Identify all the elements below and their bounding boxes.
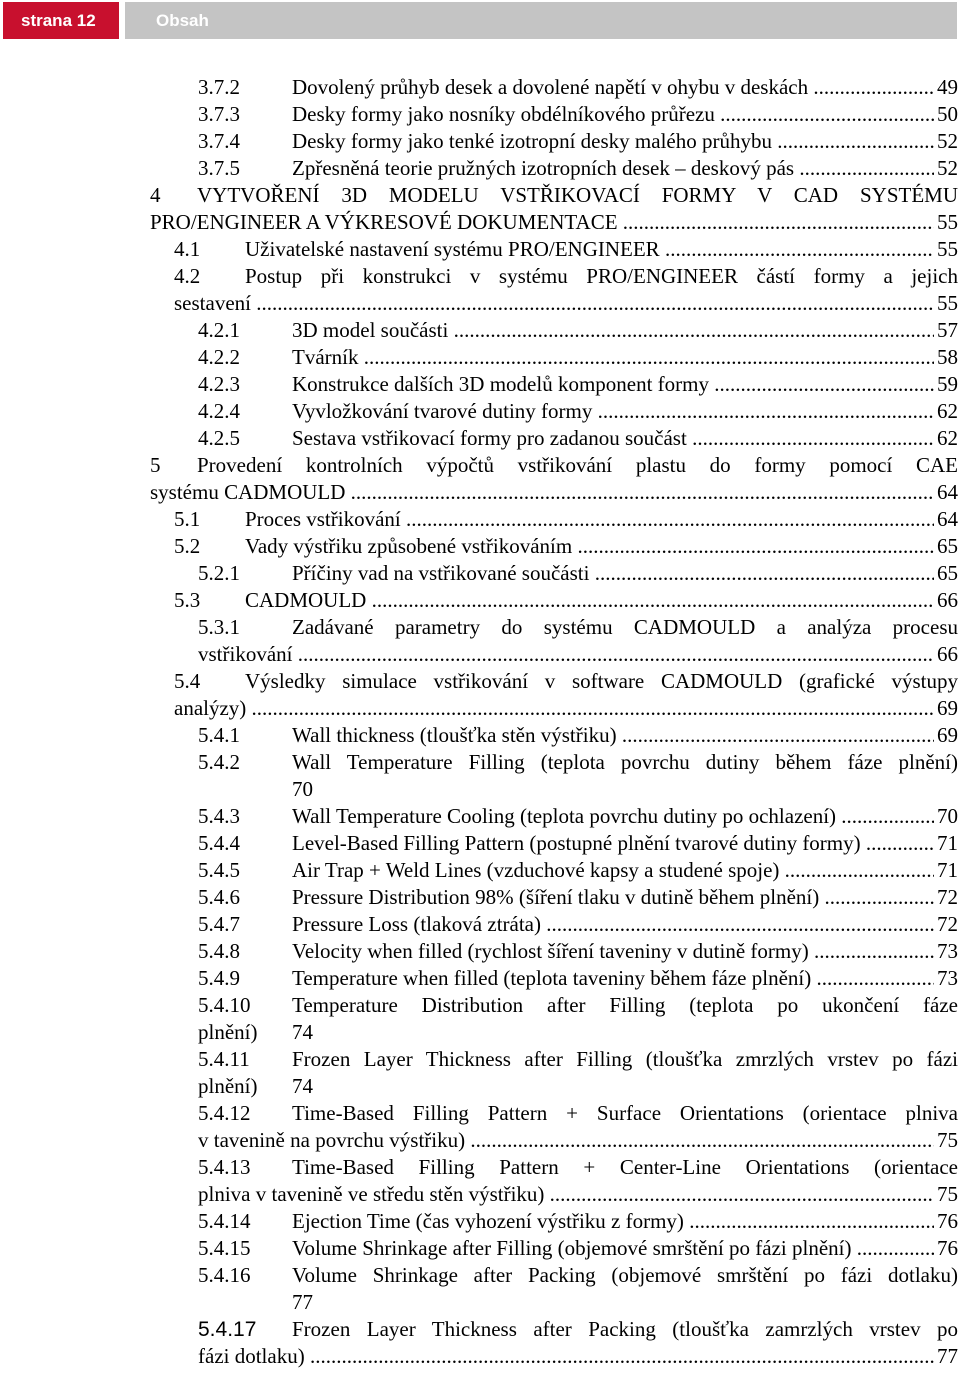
toc-entry-number: 5.4.14 bbox=[198, 1209, 251, 1233]
toc-entry-title: Wall Temperature Cooling (teplota povrchu dutiny po ochlazení) ..... bbox=[292, 803, 934, 830]
toc-entry[interactable] bbox=[198, 830, 958, 857]
toc-entry-title: Frozen Layer Thickness after Filling (tloušťka zmrzlých vrstev po fázi bbox=[292, 1047, 958, 1071]
toc-entry[interactable] bbox=[198, 857, 958, 884]
toc-entry-page: 72 bbox=[937, 885, 958, 909]
toc-entry-number: 5.3 bbox=[174, 588, 201, 612]
toc-entry-number: 5.4.5 bbox=[198, 858, 240, 882]
toc-entry-number: 5.4.9 bbox=[198, 966, 240, 990]
toc-entry-page: 74 bbox=[292, 1074, 313, 1098]
toc-entry-continuation[interactable] bbox=[174, 695, 958, 722]
toc-entry-number: 5.4 bbox=[174, 669, 201, 693]
toc-entry-title: Level-Based Filling Pattern (postupné plnění tvarové dutiny formy) ..... bbox=[292, 830, 934, 857]
toc-entry-number: 5.4.3 bbox=[198, 804, 240, 828]
toc-entry[interactable] bbox=[198, 803, 958, 830]
toc-entry-page: 66 bbox=[937, 642, 958, 666]
toc-entry-page: 65 bbox=[937, 561, 958, 585]
toc-entry-continuation[interactable] bbox=[198, 1019, 958, 1046]
toc-entry[interactable] bbox=[174, 506, 958, 533]
toc-entry[interactable] bbox=[198, 371, 958, 398]
toc-entry[interactable] bbox=[174, 263, 958, 290]
toc-entry[interactable] bbox=[198, 398, 958, 425]
toc-entry-title: CADMOULD ..... bbox=[245, 587, 934, 614]
toc-entry-number: 4 bbox=[150, 183, 161, 207]
toc-entry-title: fázi dotlaku) ..... bbox=[198, 1343, 934, 1370]
toc-entry-number: 5.4.12 bbox=[198, 1101, 251, 1125]
toc-entry-title: Time-Based Filling Pattern + Center-Line Orientations (orientace bbox=[292, 1155, 958, 1179]
toc-entry-page: 65 bbox=[937, 534, 958, 558]
toc-entry-number: 5.4.15 bbox=[198, 1236, 251, 1260]
toc-entry[interactable] bbox=[198, 965, 958, 992]
toc-entry[interactable] bbox=[198, 884, 958, 911]
toc-entry-number: 3.7.2 bbox=[198, 75, 240, 99]
toc-entry-title: Vyvložkování tvarové dutiny formy ..... bbox=[292, 398, 934, 425]
toc-entry-page: 49 bbox=[937, 75, 958, 99]
toc-entry-number: 5.2.1 bbox=[198, 561, 240, 585]
toc-entry-number: 5.4.7 bbox=[198, 912, 240, 936]
toc-entry-continuation[interactable] bbox=[198, 1181, 958, 1208]
toc-entry-title: Dovolený průhyb desek a dovolené napětí v ohybu v deskách ..... bbox=[292, 74, 934, 101]
toc-entry[interactable] bbox=[198, 1235, 958, 1262]
toc-entry[interactable] bbox=[198, 1316, 958, 1343]
toc-entry[interactable] bbox=[198, 614, 958, 641]
toc-entry-page: 71 bbox=[937, 831, 958, 855]
toc-entry-title: plniva v tavenině ve středu stěn výstřiku) ..... bbox=[198, 1181, 934, 1208]
toc-entry-page: 57 bbox=[937, 318, 958, 342]
toc-entry-chapter[interactable] bbox=[150, 452, 958, 479]
toc-entry[interactable] bbox=[198, 749, 958, 776]
toc-entry-title: Vady výstřiku způsobené vstřikováním ..... bbox=[245, 533, 934, 560]
toc-entry[interactable] bbox=[198, 911, 958, 938]
section-title-tab: Obsah bbox=[125, 2, 957, 39]
toc-entry[interactable] bbox=[198, 1154, 958, 1181]
toc-entry-title: Desky formy jako nosníky obdélníkového průřezu ..... bbox=[292, 101, 934, 128]
toc-entry-title: plnění) bbox=[198, 1074, 258, 1098]
toc-entry[interactable] bbox=[198, 1046, 958, 1073]
toc-entry[interactable] bbox=[174, 236, 958, 263]
toc-entry-page: 59 bbox=[937, 372, 958, 396]
toc-entry-page: 55 bbox=[937, 210, 958, 234]
toc-entry-number: 5.4.4 bbox=[198, 831, 240, 855]
toc-entry-title: Zpřesněná teorie pružných izotropních desek – deskový pás ..... bbox=[292, 155, 934, 182]
toc-entry-page: 77 bbox=[937, 1344, 958, 1368]
toc-entry-title: Proces vstřikování ..... bbox=[245, 506, 934, 533]
toc-entry-page: 76 bbox=[937, 1209, 958, 1233]
toc-entry-title: Pressure Loss (tlaková ztráta) ..... bbox=[292, 911, 934, 938]
toc-entry[interactable] bbox=[198, 938, 958, 965]
toc-entry-number: 5 bbox=[150, 453, 161, 477]
toc-entry-number: 5.4.6 bbox=[198, 885, 240, 909]
toc-entry-continuation[interactable] bbox=[174, 290, 958, 317]
toc-entry-title: Konstrukce dalších 3D modelů komponent formy ..... bbox=[292, 371, 934, 398]
toc-entry-title: Postup při konstrukci v systému PRO/ENGINEER částí formy a jejich bbox=[245, 264, 958, 288]
toc-entry-number: 5.4.16 bbox=[198, 1263, 251, 1287]
toc-entry-title: Uživatelské nastavení systému PRO/ENGINEER ..... bbox=[245, 236, 934, 263]
toc-entry-page: 76 bbox=[937, 1236, 958, 1260]
toc-entry-number: 4.2.2 bbox=[198, 345, 240, 369]
toc-entry-number: 5.1 bbox=[174, 507, 201, 531]
toc-entry-number: 3.7.4 bbox=[198, 129, 240, 153]
toc-entry-page: 70 bbox=[937, 804, 958, 828]
toc-entry-page: 50 bbox=[937, 102, 958, 126]
toc-entry[interactable] bbox=[174, 533, 958, 560]
toc-entry[interactable] bbox=[198, 74, 958, 101]
toc-entry-title: Ejection Time (čas vyhození výstřiku z formy) ..... bbox=[292, 1208, 934, 1235]
toc-entry[interactable] bbox=[198, 128, 958, 155]
toc-entry-continuation[interactable] bbox=[150, 479, 958, 506]
toc-entry-title: Temperature Distribution after Filling (teplota po ukončení fáze bbox=[292, 993, 958, 1017]
toc-entry-number: 5.4.2 bbox=[198, 750, 240, 774]
toc-entry-page: 77 bbox=[292, 1290, 313, 1314]
toc-entry-number: 5.4.17 bbox=[198, 1318, 257, 1341]
toc-entry-number: 5.4.13 bbox=[198, 1155, 251, 1179]
toc-entry-page: 62 bbox=[937, 399, 958, 423]
toc-entry[interactable] bbox=[198, 344, 958, 371]
toc-entry-page: 58 bbox=[937, 345, 958, 369]
toc-entry-page: 75 bbox=[937, 1182, 958, 1206]
toc-entry-page: 52 bbox=[937, 156, 958, 180]
toc-entry-page: 62 bbox=[937, 426, 958, 450]
toc-entry-page: 55 bbox=[937, 237, 958, 261]
toc-entry-page: 69 bbox=[937, 723, 958, 747]
toc-entry[interactable] bbox=[174, 587, 958, 614]
toc-entry-page: 70 bbox=[292, 777, 313, 801]
toc-entry-title: Air Trap + Weld Lines (vzduchové kapsy a studené spoje) ..... bbox=[292, 857, 934, 884]
toc-entry-title: plnění) bbox=[198, 1020, 258, 1044]
toc-entry-title: Výsledky simulace vstřikování v software CADMOULD (grafické výstupy bbox=[245, 669, 958, 693]
toc-entry-title: PRO/ENGINEER A VÝKRESOVÉ DOKUMENTACE ..... bbox=[150, 209, 934, 236]
toc-entry-title: Frozen Layer Thickness after Packing (tloušťka zamrzlých vrstev po bbox=[292, 1317, 958, 1341]
toc-entry-page: 72 bbox=[937, 912, 958, 936]
toc-entry-page: 64 bbox=[937, 507, 958, 531]
toc-entry-page: 73 bbox=[937, 966, 958, 990]
toc-entry-title: Volume Shrinkage after Packing (objemové smrštění po fázi dotlaku) bbox=[292, 1263, 958, 1287]
toc-entry-page: 66 bbox=[937, 588, 958, 612]
toc-entry-title: Temperature when filled (teplota taveniny během fáze plnění) ..... bbox=[292, 965, 934, 992]
toc-entry-title: Provedení kontrolních výpočtů vstřikování plastu do formy pomocí CAE bbox=[197, 453, 958, 477]
toc-entry-number: 4.2.1 bbox=[198, 318, 240, 342]
toc-entry[interactable] bbox=[198, 1262, 958, 1289]
toc-entry-continuation[interactable] bbox=[198, 1343, 958, 1370]
toc-entry-chapter[interactable] bbox=[150, 182, 958, 209]
toc-entry-continuation[interactable] bbox=[150, 209, 958, 236]
toc-entry-title: Time-Based Filling Pattern + Surface Orientations (orientace plniva bbox=[292, 1101, 958, 1125]
toc-entry-title: Wall Temperature Filling (teplota povrchu dutiny během fáze plnění) bbox=[292, 750, 958, 774]
page-number-tab: strana 12 bbox=[3, 2, 119, 39]
toc-entry-page: 52 bbox=[937, 129, 958, 153]
toc-entry-number: 4.1 bbox=[174, 237, 201, 261]
toc-entry-number: 4.2.5 bbox=[198, 426, 240, 450]
toc-entry-page: 55 bbox=[937, 291, 958, 315]
toc-entry-number: 5.4.1 bbox=[198, 723, 240, 747]
toc-entry-number: 5.4.11 bbox=[198, 1047, 250, 1071]
toc-entry-number: 5.2 bbox=[174, 534, 201, 558]
toc-entry-continuation[interactable] bbox=[198, 1073, 958, 1100]
toc-entry-number: 5.3.1 bbox=[198, 615, 240, 639]
toc-entry[interactable] bbox=[198, 155, 958, 182]
toc-entry-page: 64 bbox=[937, 480, 958, 504]
toc-entry-number: 4.2 bbox=[174, 264, 201, 288]
toc-entry-title: Desky formy jako tenké izotropní desky malého průhybu ..... bbox=[292, 128, 934, 155]
toc-entry-page: 75 bbox=[937, 1128, 958, 1152]
toc-entry[interactable] bbox=[174, 668, 958, 695]
toc-entry-continuation[interactable] bbox=[198, 1127, 958, 1154]
toc-entry-title: Pressure Distribution 98% (šíření tlaku v dutině během plnění) ..... bbox=[292, 884, 934, 911]
toc-entry-title: vstřikování ..... bbox=[198, 641, 934, 668]
toc-entry-title: analýzy) ..... bbox=[174, 695, 934, 722]
toc-entry-number: 3.7.5 bbox=[198, 156, 240, 180]
toc-entry[interactable] bbox=[198, 992, 958, 1019]
toc-entry-title: VYTVOŘENÍ 3D MODELU VSTŘIKOVACÍ FORMY V CAD SYSTÉMU bbox=[197, 183, 958, 207]
toc-entry-title: Tvárník ..... bbox=[292, 344, 934, 371]
toc-entry-continuation[interactable] bbox=[198, 641, 958, 668]
toc-entry[interactable] bbox=[198, 1100, 958, 1127]
toc-entry-title: sestavení ..... bbox=[174, 290, 934, 317]
toc-entry-title: Volume Shrinkage after Filling (objemové smrštění po fázi plnění) ..... bbox=[292, 1235, 934, 1262]
toc-entry-page: 74 bbox=[292, 1020, 313, 1044]
toc-entry-title: systému CADMOULD ..... bbox=[150, 479, 934, 506]
toc-entry-title: 3D model součásti ..... bbox=[292, 317, 934, 344]
toc-entry-number: 3.7.3 bbox=[198, 102, 240, 126]
toc-entry-title: Příčiny vad na vstřikované součásti ..... bbox=[292, 560, 934, 587]
toc-entry-title: Zadávané parametry do systému CADMOULD a analýza procesu bbox=[292, 615, 958, 639]
toc-entry-title: v tavenině na povrchu výstřiku) ..... bbox=[198, 1127, 934, 1154]
toc-entry[interactable] bbox=[198, 1208, 958, 1235]
toc-entry-title: Sestava vstřikovací formy pro zadanou součást ..... bbox=[292, 425, 934, 452]
toc-entry-number: 4.2.4 bbox=[198, 399, 240, 423]
toc-entry[interactable] bbox=[198, 560, 958, 587]
toc-entry[interactable] bbox=[198, 317, 958, 344]
toc-entry-number: 5.4.10 bbox=[198, 993, 251, 1017]
toc-entry-title: Velocity when filled (rychlost šíření taveniny v dutině formy) ..... bbox=[292, 938, 934, 965]
toc-entry-page: 73 bbox=[937, 939, 958, 963]
header-bar bbox=[0, 0, 960, 42]
toc-entry-number: 4.2.3 bbox=[198, 372, 240, 396]
toc-entry[interactable] bbox=[198, 101, 958, 128]
toc-entry[interactable] bbox=[198, 722, 958, 749]
toc-entry-number: 5.4.8 bbox=[198, 939, 240, 963]
toc-entry-page: 71 bbox=[937, 858, 958, 882]
toc-entry-page: 69 bbox=[937, 696, 958, 720]
toc-entry[interactable] bbox=[198, 425, 958, 452]
toc-entry-title: Wall thickness (tloušťka stěn výstřiku) ..... bbox=[292, 722, 934, 749]
